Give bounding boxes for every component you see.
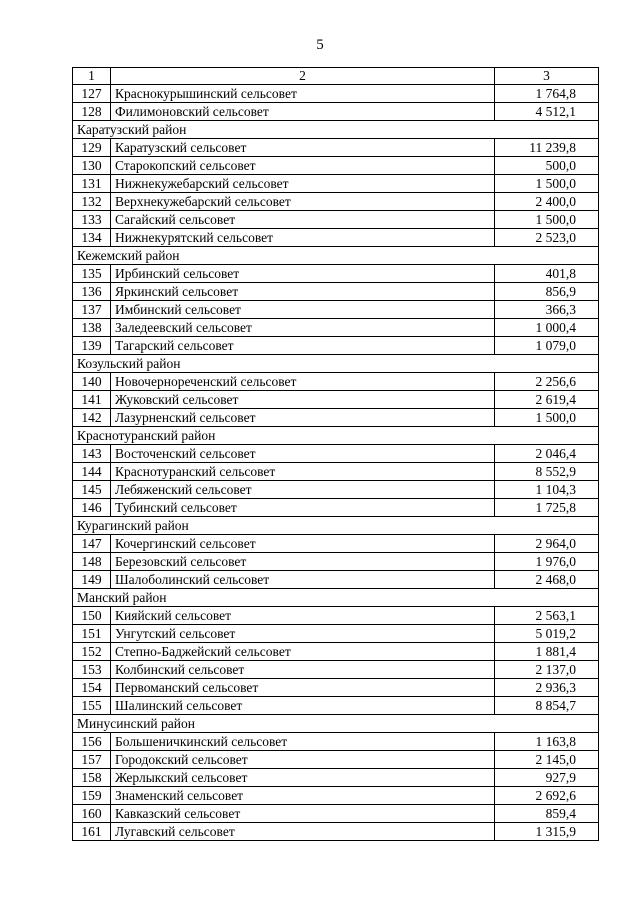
row-number: 147 xyxy=(73,535,111,553)
table-row xyxy=(73,661,599,679)
settlement-name: Верхнекужебарский сельсовет xyxy=(111,193,495,211)
table-row xyxy=(73,733,599,751)
district-header-row xyxy=(73,715,599,733)
settlement-name: Знаменский сельсовет xyxy=(111,787,495,805)
table-row xyxy=(73,445,599,463)
column-header-3: 3 xyxy=(495,68,599,85)
row-number: 156 xyxy=(73,733,111,751)
amount-value: 5 019,2 xyxy=(495,625,599,643)
settlement-name: Старокопский сельсовет xyxy=(111,157,495,175)
amount-value: 1 725,8 xyxy=(495,499,599,517)
amount-value: 4 512,1 xyxy=(495,103,599,121)
row-number: 128 xyxy=(73,103,111,121)
amount-value: 1 500,0 xyxy=(495,175,599,193)
row-number: 127 xyxy=(73,85,111,103)
settlement-name: Кияйский сельсовет xyxy=(111,607,495,625)
amount-value: 2 256,6 xyxy=(495,373,599,391)
table-row xyxy=(73,157,599,175)
settlement-name: Первоманский сельсовет xyxy=(111,679,495,697)
settlement-name: Краснокурышинский сельсовет xyxy=(111,85,495,103)
table-row xyxy=(73,481,599,499)
row-number: 139 xyxy=(73,337,111,355)
page-number: 5 xyxy=(316,37,324,53)
amount-value: 2 964,0 xyxy=(495,535,599,553)
row-number: 158 xyxy=(73,769,111,787)
settlement-name: Лазурненский сельсовет xyxy=(111,409,495,427)
settlement-name: Имбинский сельсовет xyxy=(111,301,495,319)
table-row xyxy=(73,211,599,229)
settlement-name: Степно-Баджейский сельсовет xyxy=(111,643,495,661)
district-header-row xyxy=(73,427,599,445)
settlement-name: Нижнекужебарский сельсовет xyxy=(111,175,495,193)
amount-value: 2 468,0 xyxy=(495,571,599,589)
district-header-row xyxy=(73,355,599,373)
amount-value: 1 163,8 xyxy=(495,733,599,751)
amount-value: 500,0 xyxy=(495,157,599,175)
row-number: 157 xyxy=(73,751,111,769)
settlement-name: Заледеевский сельсовет xyxy=(111,319,495,337)
amount-value: 2 145,0 xyxy=(495,751,599,769)
settlement-name: Лебяженский сельсовет xyxy=(111,481,495,499)
table-row xyxy=(73,805,599,823)
row-number: 140 xyxy=(73,373,111,391)
table-row xyxy=(73,769,599,787)
settlement-name: Городокский сельсовет xyxy=(111,751,495,769)
amount-value: 927,9 xyxy=(495,769,599,787)
row-number: 144 xyxy=(73,463,111,481)
row-number: 135 xyxy=(73,265,111,283)
row-number: 160 xyxy=(73,805,111,823)
amount-value: 1 764,8 xyxy=(495,85,599,103)
amount-value: 859,4 xyxy=(495,805,599,823)
table-row xyxy=(73,283,599,301)
amount-value: 401,8 xyxy=(495,265,599,283)
table-row xyxy=(73,625,599,643)
amount-value: 1 000,4 xyxy=(495,319,599,337)
row-number: 136 xyxy=(73,283,111,301)
table-row xyxy=(73,679,599,697)
row-number: 153 xyxy=(73,661,111,679)
table-row xyxy=(73,823,599,841)
table-row xyxy=(73,607,599,625)
amount-value: 1 104,3 xyxy=(495,481,599,499)
table-row xyxy=(73,139,599,157)
district-header-row xyxy=(73,517,599,535)
column-header-2: 2 xyxy=(111,68,495,85)
row-number: 131 xyxy=(73,175,111,193)
table-row xyxy=(73,787,599,805)
row-number: 141 xyxy=(73,391,111,409)
settlement-name: Ирбинский сельсовет xyxy=(111,265,495,283)
row-number: 148 xyxy=(73,553,111,571)
allocation-table xyxy=(72,67,599,841)
row-number: 130 xyxy=(73,157,111,175)
district-name: Козульский район xyxy=(73,355,599,373)
settlement-name: Яркинский сельсовет xyxy=(111,283,495,301)
table-row xyxy=(73,463,599,481)
table-header-row xyxy=(73,68,599,85)
row-number: 134 xyxy=(73,229,111,247)
table-row xyxy=(73,193,599,211)
district-name: Кежемский район xyxy=(73,247,599,265)
table-row xyxy=(73,85,599,103)
district-name: Манский район xyxy=(73,589,599,607)
row-number: 149 xyxy=(73,571,111,589)
table-row xyxy=(73,643,599,661)
table-row xyxy=(73,391,599,409)
table-row xyxy=(73,229,599,247)
row-number: 152 xyxy=(73,643,111,661)
amount-value: 2 400,0 xyxy=(495,193,599,211)
table-row xyxy=(73,301,599,319)
amount-value: 8 854,7 xyxy=(495,697,599,715)
row-number: 137 xyxy=(73,301,111,319)
amount-value: 2 936,3 xyxy=(495,679,599,697)
amount-value: 2 523,0 xyxy=(495,229,599,247)
settlement-name: Тагарский сельсовет xyxy=(111,337,495,355)
district-header-row xyxy=(73,589,599,607)
settlement-name: Шалинский сельсовет xyxy=(111,697,495,715)
settlement-name: Большеничкинский сельсовет xyxy=(111,733,495,751)
amount-value: 1 500,0 xyxy=(495,211,599,229)
district-header-row xyxy=(73,121,599,139)
table-row xyxy=(73,751,599,769)
amount-value: 856,9 xyxy=(495,283,599,301)
row-number: 161 xyxy=(73,823,111,841)
settlement-name: Лугавский сельсовет xyxy=(111,823,495,841)
row-number: 143 xyxy=(73,445,111,463)
settlement-name: Филимоновский сельсовет xyxy=(111,103,495,121)
amount-value: 2 692,6 xyxy=(495,787,599,805)
settlement-name: Колбинский сельсовет xyxy=(111,661,495,679)
row-number: 129 xyxy=(73,139,111,157)
row-number: 142 xyxy=(73,409,111,427)
amount-value: 366,3 xyxy=(495,301,599,319)
amount-value: 1 976,0 xyxy=(495,553,599,571)
table-row xyxy=(73,697,599,715)
settlement-name: Каратузский сельсовет xyxy=(111,139,495,157)
amount-value: 1 315,9 xyxy=(495,823,599,841)
settlement-name: Восточенский сельсовет xyxy=(111,445,495,463)
table-row xyxy=(73,175,599,193)
table-row xyxy=(73,535,599,553)
amount-value: 11 239,8 xyxy=(495,139,599,157)
table-row xyxy=(73,319,599,337)
table-row xyxy=(73,571,599,589)
district-name: Краснотуранский район xyxy=(73,427,599,445)
row-number: 138 xyxy=(73,319,111,337)
district-header-row xyxy=(73,247,599,265)
settlement-name: Новочернореченский сельсовет xyxy=(111,373,495,391)
settlement-name: Жуковский сельсовет xyxy=(111,391,495,409)
table-row xyxy=(73,553,599,571)
settlement-name: Шалоболинский сельсовет xyxy=(111,571,495,589)
row-number: 155 xyxy=(73,697,111,715)
row-number: 154 xyxy=(73,679,111,697)
table-row xyxy=(73,265,599,283)
amount-value: 2 563,1 xyxy=(495,607,599,625)
settlement-name: Жерлыкский сельсовет xyxy=(111,769,495,787)
column-header-1: 1 xyxy=(73,68,111,85)
amount-value: 2 137,0 xyxy=(495,661,599,679)
settlement-name: Кавказский сельсовет xyxy=(111,805,495,823)
district-name: Курагинский район xyxy=(73,517,599,535)
table-row xyxy=(73,499,599,517)
table-row xyxy=(73,103,599,121)
row-number: 159 xyxy=(73,787,111,805)
table-row xyxy=(73,337,599,355)
settlement-name: Сагайский сельсовет xyxy=(111,211,495,229)
district-name: Минусинский район xyxy=(73,715,599,733)
amount-value: 2 046,4 xyxy=(495,445,599,463)
row-number: 151 xyxy=(73,625,111,643)
settlement-name: Березовский сельсовет xyxy=(111,553,495,571)
row-number: 145 xyxy=(73,481,111,499)
settlement-name: Кочергинский сельсовет xyxy=(111,535,495,553)
table-row xyxy=(73,409,599,427)
table-row xyxy=(73,373,599,391)
settlement-name: Тубинский сельсовет xyxy=(111,499,495,517)
row-number: 150 xyxy=(73,607,111,625)
row-number: 132 xyxy=(73,193,111,211)
settlement-name: Унгутский сельсовет xyxy=(111,625,495,643)
amount-value: 1 500,0 xyxy=(495,409,599,427)
amount-value: 1 881,4 xyxy=(495,643,599,661)
amount-value: 2 619,4 xyxy=(495,391,599,409)
table-body xyxy=(73,68,599,841)
settlement-name: Нижнекурятский сельсовет xyxy=(111,229,495,247)
amount-value: 8 552,9 xyxy=(495,463,599,481)
amount-value: 1 079,0 xyxy=(495,337,599,355)
row-number: 146 xyxy=(73,499,111,517)
row-number: 133 xyxy=(73,211,111,229)
settlement-name: Краснотуранский сельсовет xyxy=(111,463,495,481)
district-name: Каратузский район xyxy=(73,121,599,139)
